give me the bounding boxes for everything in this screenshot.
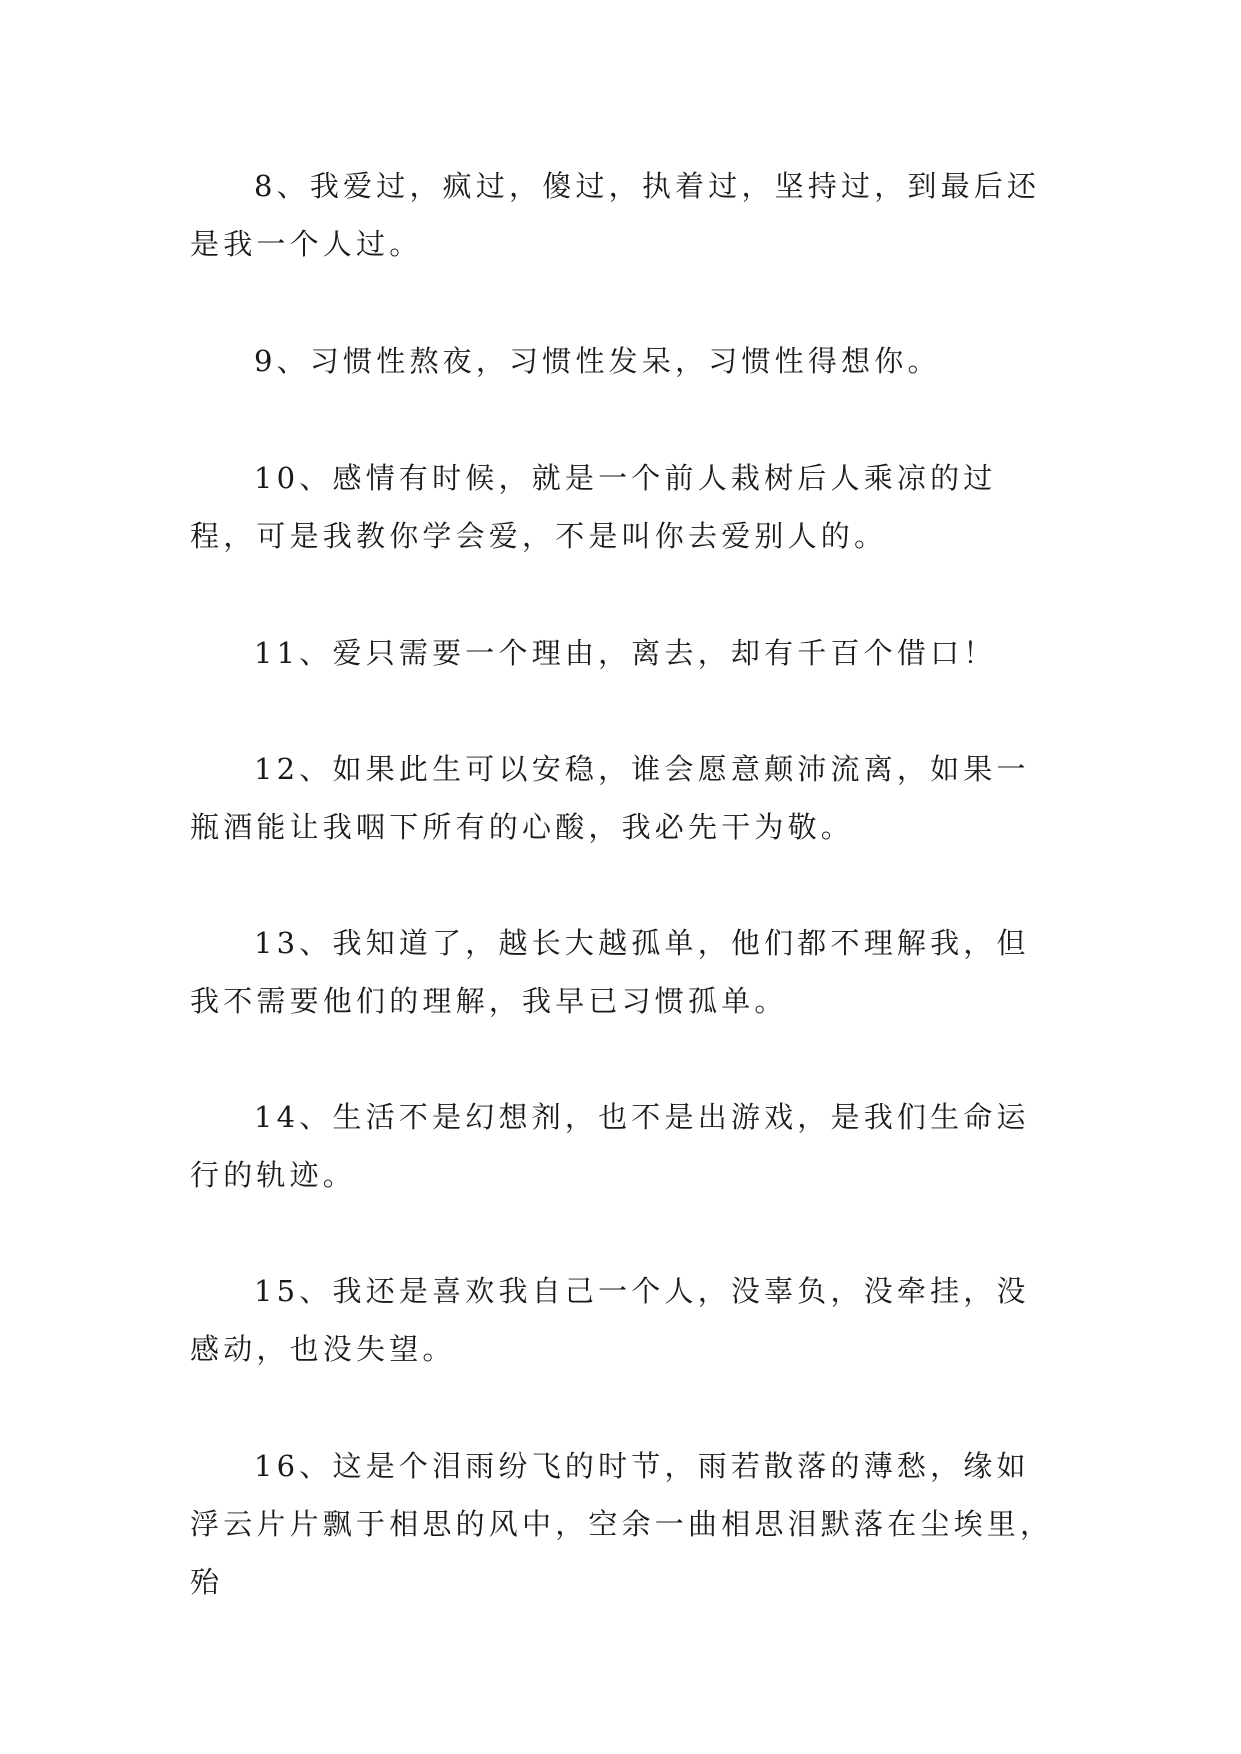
paragraph-15: 15、我还是喜欢我自己一个人，没辜负，没牵挂，没感动，也没失望。 (190, 1274, 1030, 1366)
paragraph-16: 16、这是个泪雨纷飞的时节，雨若散落的薄愁，缘如浮云片片飘于相思的风中，空余一曲相思泪默落在尘埃里，殆 (190, 1449, 1054, 1599)
paragraph-13: 13、我知道了，越长大越孤单，他们都不理解我，但我不需要他们的理解，我早已习惯孤单。 (190, 926, 1030, 1018)
paragraph-14: 14、生活不是幻想剂，也不是出游戏，是我们生命运行的轨迹。 (190, 1100, 1030, 1192)
paragraph-10: 10、感情有时候，就是一个前人栽树后人乘凉的过程，可是我教你学会爱，不是叫你去爱别人的。 (190, 461, 997, 553)
paragraph-12: 12、如果此生可以安稳，谁会愿意颠沛流离，如果一瓶酒能让我咽下所有的心酸，我必先干为敬。 (190, 752, 1030, 844)
paragraph-9: 9、习惯性熬夜，习惯性发呆，习惯性得想你。 (254, 344, 941, 378)
paragraph-11: 11、爱只需要一个理由，离去，却有千百个借口！ (254, 636, 997, 670)
paragraph-8: 8、我爱过，疯过，傻过，执着过，坚持过，到最后还是我一个人过。 (190, 169, 1041, 261)
